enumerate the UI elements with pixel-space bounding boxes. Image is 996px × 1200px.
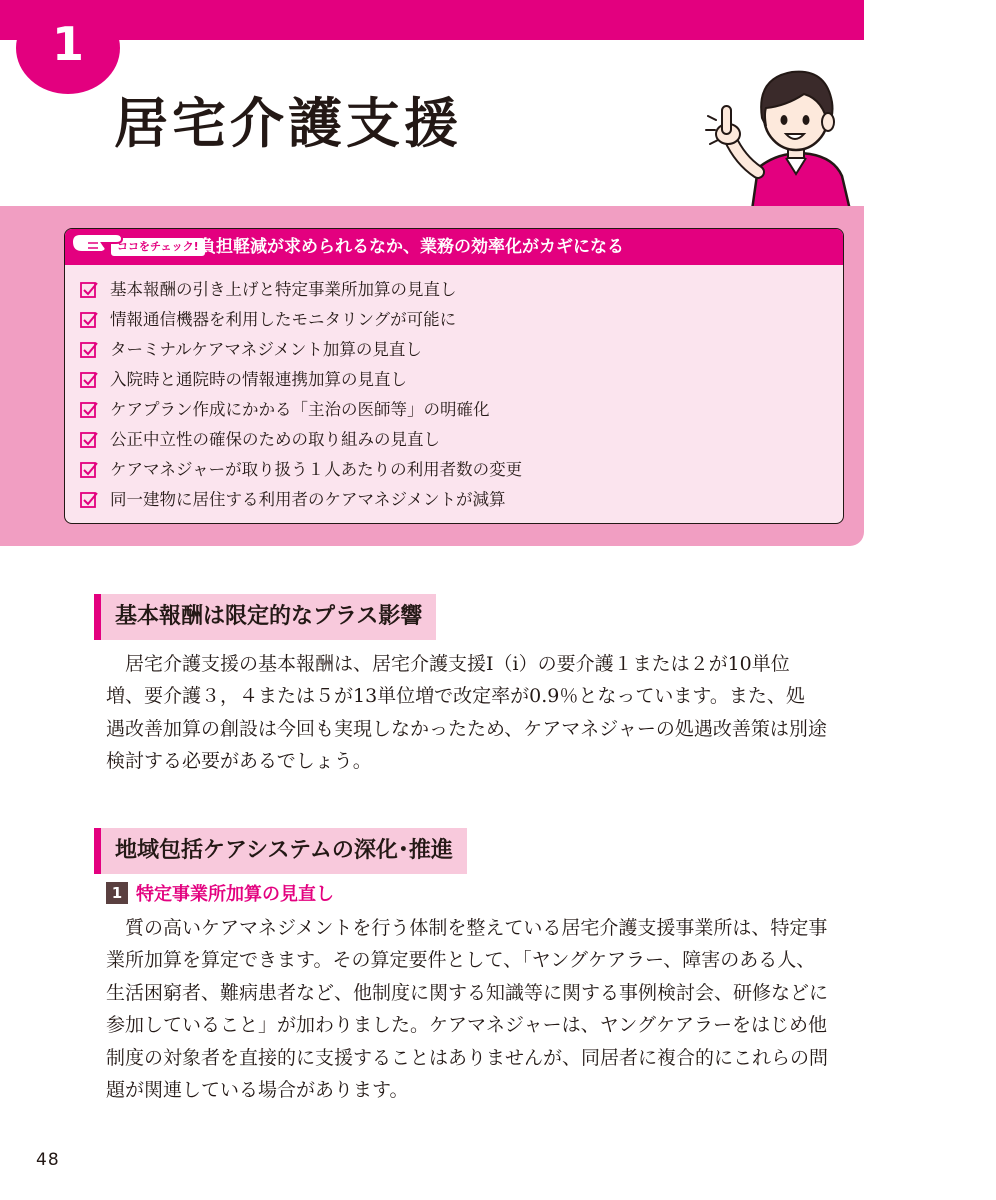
list-item (80, 395, 522, 425)
body-line: 生活困窮者、難病患者など、他制度に関する知識等に関する事例検討会、研修などに (106, 981, 829, 1004)
page-number: 48 (36, 1150, 60, 1170)
body-line: 検討する必要があるでしょう。 (106, 750, 372, 773)
checklist-item-text: ケアプラン作成にかかる「主治の医師等」の明確化 (110, 400, 490, 419)
checklist-item-text: ターミナルケアマネジメント加算の見直し (110, 340, 422, 359)
section-body-community-care (106, 912, 862, 1106)
list-item (80, 275, 522, 305)
subsection-number: 1 (106, 882, 128, 904)
checklist-item-text: 基本報酬の引き上げと特定事業所加算の見直し (110, 280, 457, 299)
checkbox-check-icon (80, 461, 98, 479)
list-item (80, 455, 522, 485)
subsection-heading (106, 878, 334, 908)
checklist-item-text: 同一建物に居住する利用者のケアマネジメントが減算 (110, 490, 506, 509)
checklist-item-text: ケアマネジャーが取り扱う１人あたりの利用者数の変更 (110, 460, 523, 479)
body-line: 業所加算を算定できます。その算定要件として、「ヤングケアラー、障害のある人、 (106, 949, 816, 972)
list-item (80, 485, 522, 515)
checklist-header (65, 229, 843, 265)
list-item (80, 365, 522, 395)
section-heading-community-care: 地域包括ケアシステムの深化･推進 (94, 828, 467, 874)
body-line: 増、要介護３，４または５が13単位増で改定率が0.9％となっています。また、処 (106, 685, 805, 708)
body-line: 参加していること」が加わりました。ケアマネジャーは、ヤングケアラーをはじめ他 (106, 1014, 828, 1037)
chapter-title: 居宅介護支援 (114, 92, 462, 155)
body-line: 題が関連している場合があります。 (106, 1079, 409, 1102)
checklist-item-text: 入院時と通院時の情報連携加算の見直し (110, 370, 407, 389)
checklist-item-text: 公正中立性の確保のための取り組みの見直し (110, 430, 440, 449)
top-accent-bar (0, 0, 864, 40)
checkbox-check-icon (80, 401, 98, 419)
checkbox-check-icon (80, 431, 98, 449)
body-line: 居宅介護支援の基本報酬は、居宅介護支援Ⅰ（ⅰ）の要介護１または２が10単位 (125, 653, 790, 675)
list-item (80, 305, 522, 335)
checkbox-check-icon (80, 491, 98, 509)
list-item (80, 425, 522, 455)
checklist-items (80, 275, 522, 515)
body-line: 遇改善加算の創設は今回も実現しなかったため、ケアマネジャーの処遇改善策は別途 (106, 717, 827, 740)
checkbox-check-icon (80, 311, 98, 329)
checkbox-check-icon (80, 281, 98, 299)
subsection-title: 特定事業所加算の見直し (136, 884, 334, 905)
body-line: 制度の対象者を直接的に支援することはありませんが、同居者に複合的にこれらの問 (106, 1046, 829, 1069)
checklist-item-text: 情報通信機器を利用したモニタリングが可能に (110, 310, 457, 329)
pointing-hand-icon (68, 220, 128, 260)
checklist-heading: 負担軽減が求められるなか、業務の効率化がカギになる (199, 237, 624, 257)
checkbox-check-icon (80, 371, 98, 389)
list-item (80, 335, 522, 365)
body-line: 質の高いケアマネジメントを行う体制を整えている居宅介護支援事業所は、特定事 (125, 917, 828, 939)
mascot-illustration (700, 50, 860, 210)
section-body-basic-fee (106, 648, 862, 778)
checkbox-check-icon (80, 341, 98, 359)
section-heading-basic-fee: 基本報酬は限定的なプラス影響 (94, 594, 436, 640)
checklist-tag: ココをチェック! (111, 238, 205, 256)
chapter-number: 1 (51, 17, 84, 71)
